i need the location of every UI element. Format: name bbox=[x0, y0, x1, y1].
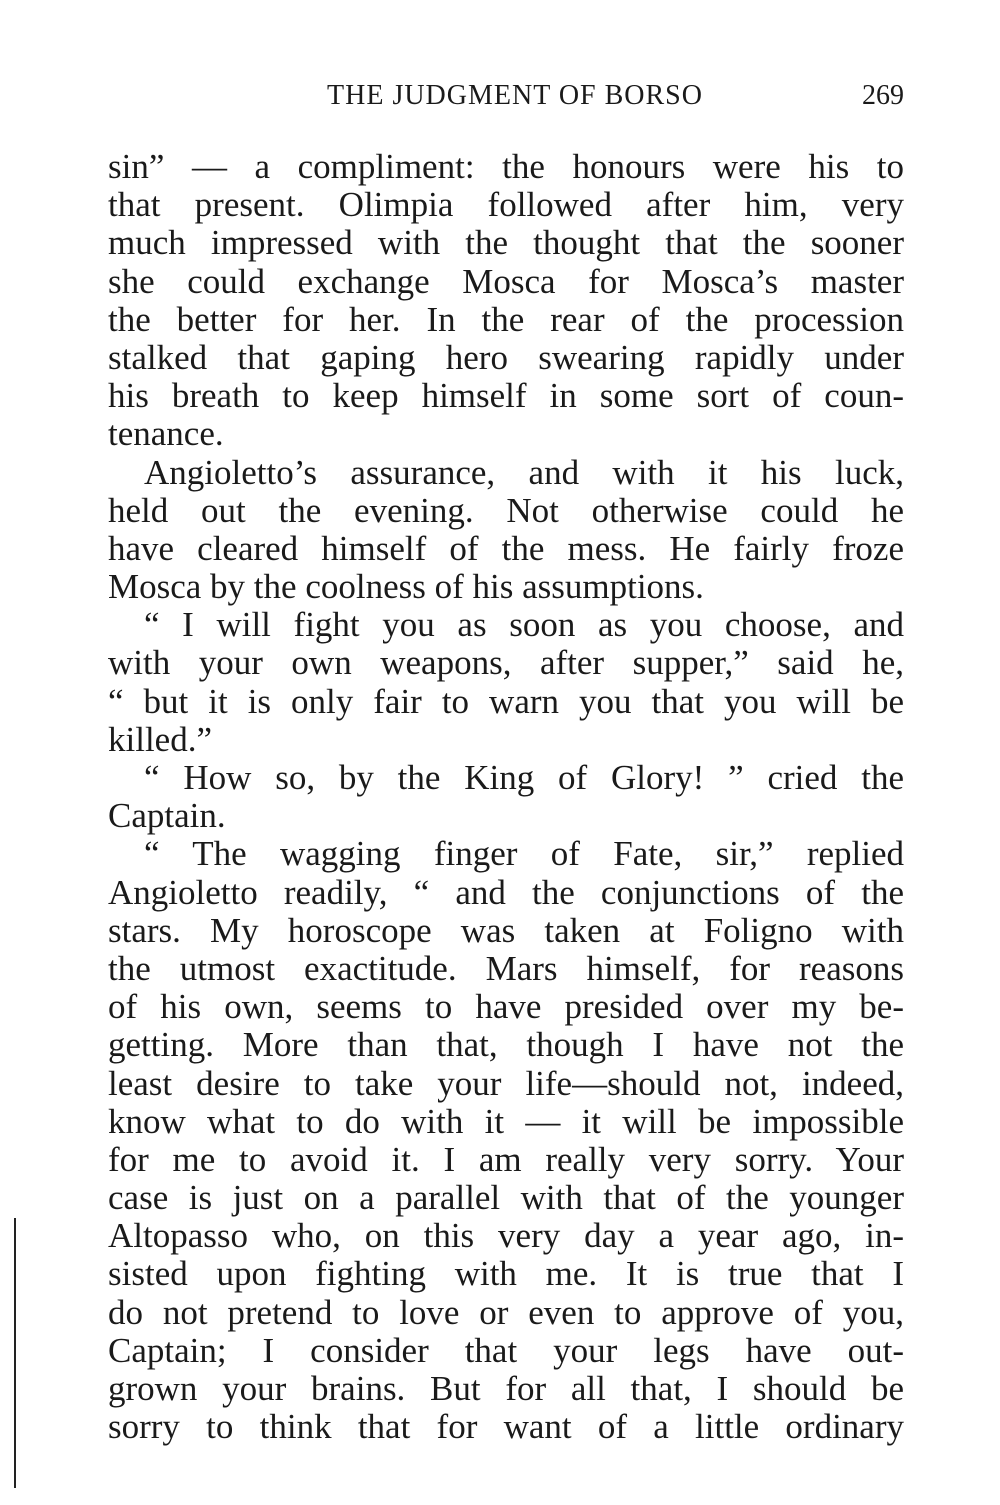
text-line: stars. My horoscope was taken at Foligno with bbox=[108, 910, 904, 950]
body-text bbox=[108, 148, 904, 1446]
text-line: his breath to keep himself in some sort of coun- bbox=[108, 376, 904, 416]
text-line: of his own, seems to have presided over my be- bbox=[108, 987, 904, 1027]
text-line: Altopasso who, on this very day a year ago, in- bbox=[108, 1216, 904, 1256]
text-line: much impressed with the thought that the sooner bbox=[108, 223, 904, 263]
text-line: sin” — a compliment: the honours were his to bbox=[108, 147, 904, 186]
running-head bbox=[108, 76, 904, 116]
text-line: “ I will fight you as soon as you choose, and bbox=[144, 605, 904, 645]
text-line: she could exchange Mosca for Mosca’s master bbox=[108, 261, 904, 301]
text-line: do not pretend to love or even to approve of you, bbox=[108, 1292, 904, 1332]
text-line: with your own weapons, after supper,” said he, bbox=[108, 643, 904, 683]
text-line: sisted upon fighting with me. It is true that I bbox=[108, 1254, 904, 1294]
text-line: stalked that gaping hero swearing rapidly under bbox=[108, 337, 904, 377]
text-line: tenance. bbox=[108, 414, 224, 454]
text-line: Captain. bbox=[108, 796, 226, 836]
text-line: sorry to think that for want of a little ordinary bbox=[108, 1407, 904, 1447]
text-line: case is just on a parallel with that of the younger bbox=[108, 1178, 904, 1218]
text-line: Angioletto’s assurance, and with it his luck, bbox=[144, 452, 904, 492]
text-line: Captain; I consider that your legs have out- bbox=[108, 1330, 904, 1370]
text-line: the better for her. In the rear of the procession bbox=[108, 299, 904, 339]
text-line: Angioletto readily, “ and the conjunctions of the bbox=[108, 872, 904, 912]
scan-margin-line bbox=[14, 1218, 16, 1488]
text-line: grown your brains. But for all that, I should be bbox=[108, 1369, 904, 1408]
text-line: that present. Olimpia followed after him, very bbox=[108, 185, 904, 225]
running-title: THE JUDGMENT OF BORSO bbox=[327, 80, 703, 111]
text-line: the utmost exactitude. Mars himself, for reasons bbox=[108, 948, 904, 988]
text-line: know what to do with it — it will be impossible bbox=[108, 1101, 904, 1141]
text-line: have cleared himself of the mess. He fairly froze bbox=[108, 528, 904, 568]
text-line: held out the evening. Not otherwise could he bbox=[108, 490, 904, 530]
text-line: “ How so, by the King of Glory! ” cried the bbox=[144, 758, 904, 797]
text-line: “ The wagging finger of Fate, sir,” replied bbox=[144, 834, 904, 874]
text-line: least desire to take your life—should not, indeed, bbox=[108, 1063, 904, 1103]
page-number: 269 bbox=[862, 80, 904, 111]
text-line: killed.” bbox=[108, 719, 212, 759]
text-line: Mosca by the coolness of his assumptions. bbox=[108, 567, 704, 607]
text-line: “ but it is only fair to warn you that you will be bbox=[108, 681, 904, 721]
text-line: getting. More than that, though I have not the bbox=[108, 1025, 904, 1065]
text-line: for me to avoid it. I am really very sorry. Your bbox=[108, 1139, 904, 1179]
